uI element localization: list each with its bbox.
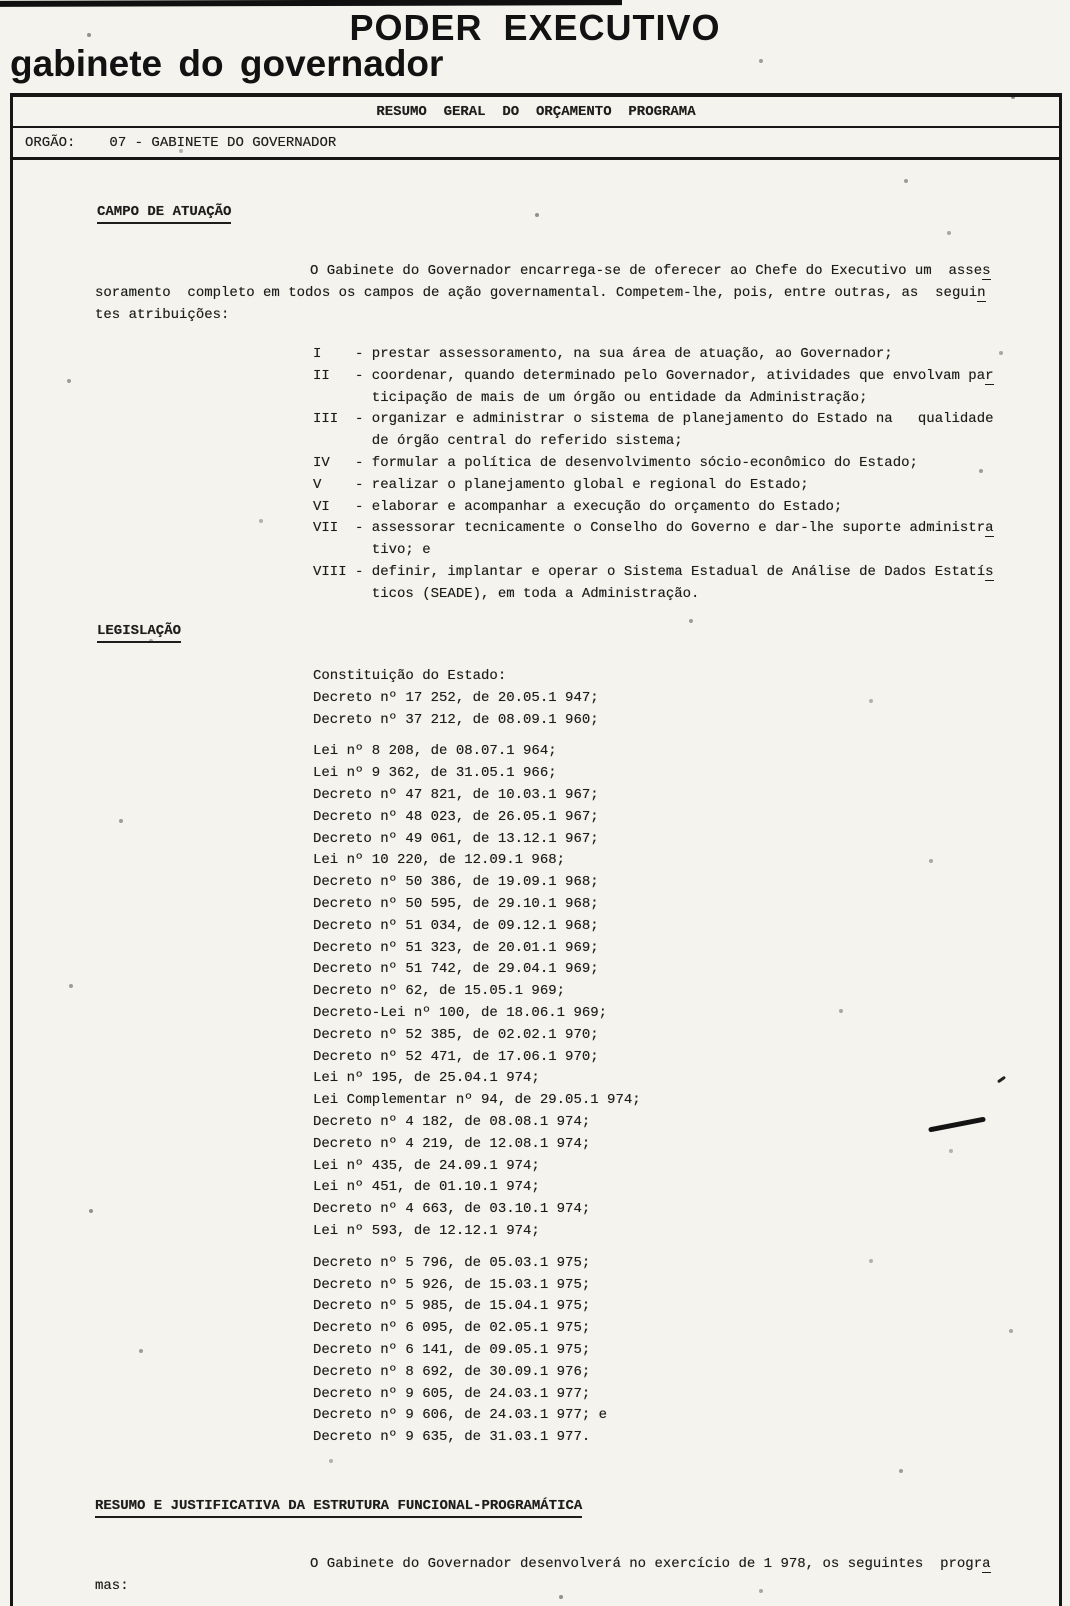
- legislation-group: [313, 1253, 641, 1449]
- legislation-entry: Lei nº 10 220, de 12.09.1 968;: [313, 852, 566, 869]
- item-text-line: - realizar o planejamento global e regional do Estado;: [355, 476, 809, 493]
- item-text-line: - assessorar tecnicamente o Conselho do Governo e dar-lhe suporte administra: [355, 520, 994, 537]
- legislation-entry: Lei Complementar nº 94, de 29.05.1 974;: [313, 1092, 641, 1109]
- legislation-entry: Decreto nº 9 635, de 31.03.1 977.: [313, 1429, 591, 1446]
- item-numeral: VII: [313, 520, 339, 537]
- legislation-entry: Decreto nº 51 742, de 29.04.1 969;: [313, 961, 599, 978]
- legislation-entry: Lei nº 593, de 12.12.1 974;: [313, 1222, 540, 1239]
- legislation-entry: Decreto nº 50 386, de 19.09.1 968;: [313, 874, 599, 891]
- list-item: [313, 518, 994, 562]
- legislation-entry: Lei nº 9 362, de 31.05.1 966;: [313, 765, 557, 782]
- item-text-line: - formular a política de desenvolvimento sócio-econômico do Estado;: [355, 454, 918, 471]
- paragraph-line: O Gabinete do Governador encarrega-se de oferecer ao Chefe do Executivo um asses: [310, 263, 991, 279]
- form-title: RESUMO GERAL DO ORÇAMENTO PROGRAMA: [376, 103, 696, 120]
- legislation-entry: Decreto nº 50 595, de 29.10.1 968;: [313, 895, 599, 912]
- legislation-entry: Decreto nº 9 605, de 24.03.1 977;: [313, 1385, 591, 1402]
- section-heading-campo-de-atuacao: CAMPO DE ATUAÇÃO: [97, 204, 231, 224]
- legislation-entry: Decreto nº 9 606, de 24.03.1 977; e: [313, 1407, 608, 1424]
- legislation-entry: Decreto nº 52 385, de 02.02.1 970;: [313, 1026, 599, 1043]
- item-numeral: VIII: [313, 563, 347, 580]
- legislation-entry: Decreto nº 49 061, de 13.12.1 967;: [313, 830, 599, 847]
- legislation-list: [313, 666, 641, 1459]
- legislation-entry: Decreto nº 47 821, de 10.03.1 967;: [313, 786, 599, 803]
- legislation-entry: Decreto nº 6 095, de 02.05.1 975;: [313, 1320, 591, 1337]
- legislation-group: [313, 741, 641, 1242]
- list-item: [313, 366, 994, 410]
- legislation-entry: Lei nº 451, de 01.10.1 974;: [313, 1179, 540, 1196]
- legislation-entry: Decreto nº 6 141, de 09.05.1 975;: [313, 1341, 591, 1358]
- legislation-entry: Decreto nº 5 985, de 15.04.1 975;: [313, 1298, 591, 1315]
- paragraph-line: soramento completo em todos os campos de ação governamental. Competem-lhe, pois, entre outras, as seguin: [95, 284, 986, 301]
- page-title: gabinete do governador: [10, 43, 444, 84]
- list-item: [313, 475, 994, 497]
- organ-value: 07 - GABINETE DO GOVERNADOR: [109, 134, 337, 151]
- legislation-entry: Lei nº 195, de 25.04.1 974;: [313, 1070, 540, 1087]
- legislation-entry: Decreto nº 4 663, de 03.10.1 974;: [313, 1201, 591, 1218]
- legislation-entry: Decreto nº 37 212, de 08.09.1 960;: [313, 711, 599, 728]
- legislation-entry: Decreto nº 62, de 15.05.1 969;: [313, 983, 566, 1000]
- legislation-entry: Decreto nº 8 692, de 30.09.1 976;: [313, 1363, 591, 1380]
- item-text-line: - coordenar, quando determinado pelo Governador, atividades que envolvam par: [355, 367, 994, 384]
- list-item: [313, 562, 994, 606]
- item-text-line: - prestar assessoramento, na sua área de atuação, ao Governador;: [355, 346, 893, 362]
- legislation-group: [313, 666, 641, 731]
- list-item: [313, 409, 994, 453]
- item-text-line: - definir, implantar e operar o Sistema Estadual de Análise de Dados Estatís: [355, 563, 994, 580]
- scan-top-bar-artifact: [0, 0, 622, 7]
- form-title-row: [13, 97, 1059, 128]
- item-numeral: I: [313, 346, 322, 362]
- item-numeral: IV: [313, 454, 330, 471]
- legislation-entry: Lei nº 8 208, de 08.07.1 964;: [313, 743, 557, 760]
- legislation-entry: Constituição do Estado:: [313, 668, 507, 684]
- legislation-entry: Decreto nº 5 926, de 15.03.1 975;: [313, 1276, 591, 1293]
- legislation-entry: Decreto nº 17 252, de 20.05.1 947;: [313, 689, 599, 706]
- legislation-entry: Decreto nº 4 219, de 12.08.1 974;: [313, 1135, 591, 1152]
- item-numeral: V: [313, 476, 322, 493]
- campo-intro-paragraph: [95, 261, 1005, 326]
- paragraph-line: mas:: [95, 1577, 129, 1594]
- item-text-line: ticipação de mais de um órgão ou entidade da Administração;: [355, 389, 868, 406]
- item-numeral: II: [313, 367, 330, 384]
- legislation-entry: Decreto nº 51 034, de 09.12.1 968;: [313, 917, 599, 934]
- attribution-list: [313, 344, 994, 606]
- legislation-entry: Decreto nº 51 323, de 20.01.1 969;: [313, 939, 599, 956]
- organ-label: ORGÃO:: [25, 134, 76, 151]
- item-numeral: III: [313, 411, 339, 428]
- item-text-line: - organizar e administrar o sistema de planejamento do Estado na qualidade: [355, 411, 994, 428]
- list-item: [313, 497, 994, 519]
- paragraph-line: tes atribuições:: [95, 306, 230, 323]
- item-text-line: de órgão central do referido sistema;: [355, 433, 683, 450]
- legislation-entry: Decreto nº 52 471, de 17.06.1 970;: [313, 1048, 599, 1065]
- item-text-line: ticos (SEADE), em toda a Administração.: [355, 585, 700, 602]
- document-kicker: PODER EXECUTIVO: [349, 7, 721, 48]
- scan-noise-specks: [0, 0, 2, 2]
- paragraph-line: O Gabinete do Governador desenvolverá no exercício de 1 978, os seguintes progra: [310, 1556, 991, 1572]
- resumo-paragraph: [95, 1554, 1005, 1598]
- item-text-line: tivo; e: [355, 542, 431, 559]
- legislation-entry: Lei nº 435, de 24.09.1 974;: [313, 1157, 540, 1174]
- legislation-entry: Decreto nº 4 182, de 08.08.1 974;: [313, 1113, 591, 1130]
- item-text-line: - elaborar e acompanhar a execução do orçamento do Estado;: [355, 498, 843, 515]
- legislation-entry: Decreto-Lei nº 100, de 18.06.1 969;: [313, 1004, 608, 1021]
- legislation-entry: Decreto nº 5 796, de 05.03.1 975;: [313, 1254, 591, 1271]
- legislation-entry: Decreto nº 48 023, de 26.05.1 967;: [313, 808, 599, 825]
- item-numeral: VI: [313, 498, 330, 515]
- organ-row: [13, 128, 1059, 160]
- section-heading-legislacao: LEGISLAÇÃO: [97, 623, 181, 643]
- section-heading-resumo-justificativa: RESUMO E JUSTIFICATIVA DA ESTRUTURA FUNCIONAL-PROGRAMÁTICA: [95, 1498, 582, 1518]
- list-item: [313, 344, 994, 366]
- list-item: [313, 453, 994, 475]
